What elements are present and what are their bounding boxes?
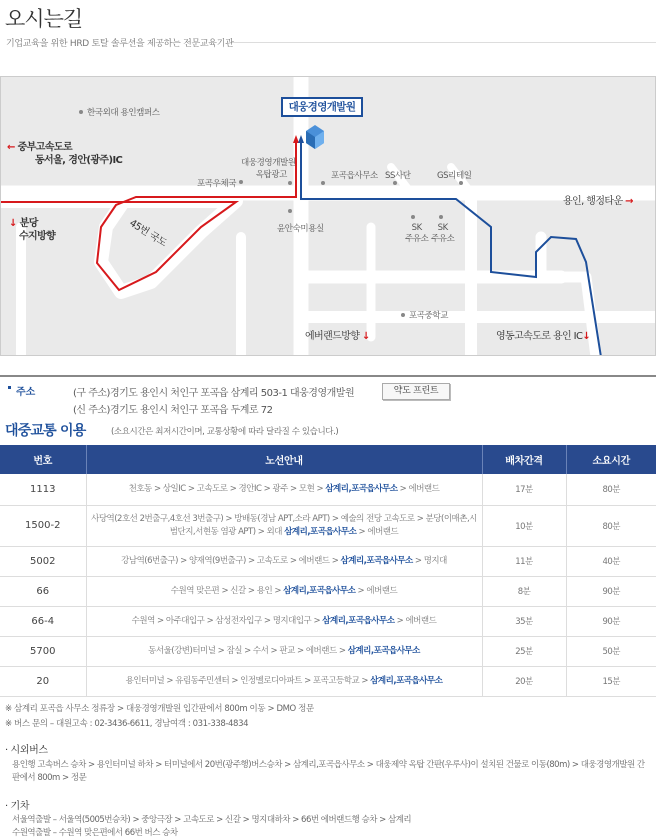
location-map bbox=[0, 76, 656, 356]
yunan-label: 윤안숙미용실 bbox=[277, 224, 324, 234]
table-row bbox=[0, 666, 656, 696]
page-subtitle: 기업교육을 위한 HRD 토탈 솔루션을 제공하는 전문교육기관 bbox=[6, 39, 234, 49]
yunan-marker bbox=[288, 209, 292, 213]
yeongdong-label bbox=[496, 330, 590, 343]
route-text: 수원역 맞은편 > 신갈 > 용인 > bbox=[170, 585, 284, 596]
train-heading: · 기차 bbox=[5, 801, 30, 812]
bus-interval: 8분 bbox=[482, 576, 566, 606]
route-text: 수원역 > 아주대입구 > 삼성전자입구 > 명지대입구 > bbox=[131, 615, 323, 626]
transit-note: (소요시간은 최저시간이며, 교통상황에 따라 달라질 수 있습니다.) bbox=[111, 427, 339, 437]
route-text-end: > 에버랜드 bbox=[355, 585, 398, 596]
intercity-body: 용인행 고속버스 승차 > 용인터미널 하차 > 터미널에서 20번(광주행)버스승차 > 삼계리,포곡읍사무소 > 대웅제약 옥탑 간판(우루사)이 설치된 건물로 이동(80m) > 대웅경영개발원 간판에서 800m > 정문 bbox=[12, 760, 645, 783]
route-text-end: > 에버랜드 bbox=[356, 526, 399, 537]
bus-time: 40분 bbox=[566, 546, 656, 576]
yongin-label bbox=[563, 195, 633, 208]
post-office-label: 포곡우체국 bbox=[197, 179, 237, 189]
pogok-middle-marker bbox=[401, 313, 405, 317]
bus-number: 1500-2 bbox=[0, 505, 86, 546]
daewoong-sign-marker bbox=[288, 181, 292, 185]
map-roads bbox=[1, 77, 656, 356]
jungbu-line2: 동서울, 경안(광주)IC bbox=[35, 155, 123, 166]
route-text: 동서울(강변)터미널 > 잠실 > 수서 > 판교 > 에버랜드 > bbox=[148, 645, 348, 656]
pogok-office-marker bbox=[321, 181, 325, 185]
title-divider bbox=[232, 42, 656, 43]
destination-building bbox=[306, 125, 324, 149]
everland-text: 에버랜드방향 bbox=[305, 331, 360, 342]
sk1-marker bbox=[411, 215, 415, 219]
bus-route bbox=[86, 505, 482, 546]
bus-number: 5002 bbox=[0, 546, 86, 576]
train-line2: 수원역출발 – 수원역 맞은편에서 66번 버스 승차 bbox=[12, 828, 178, 838]
route-text: 용인터미널 > 유림동주민센터 > 인정멜로디아파트 > 포곡고등학교 > bbox=[125, 675, 371, 686]
daewoong-sign-label bbox=[241, 157, 296, 181]
bus-time: 80분 bbox=[566, 474, 656, 505]
route-text: 천호동 > 상일IC > 고속도로 > 경안IC > 광주 > 모현 > bbox=[128, 483, 326, 494]
jungbu-label bbox=[7, 141, 122, 167]
road45-label: 45번 국도 bbox=[127, 217, 169, 250]
table-row bbox=[0, 505, 656, 546]
bus-interval: 11분 bbox=[482, 546, 566, 576]
intercity-heading: · 시외버스 bbox=[5, 745, 48, 756]
bus-interval: 10분 bbox=[482, 505, 566, 546]
col-header-number: 번호 bbox=[0, 445, 86, 474]
bus-number: 66-4 bbox=[0, 606, 86, 636]
route-highlight: 삼계리,포곡읍사무소 bbox=[370, 675, 443, 686]
bus-time: 90분 bbox=[566, 606, 656, 636]
road-45 bbox=[1, 201, 236, 292]
bundang-label bbox=[9, 217, 55, 243]
bus-time: 50분 bbox=[566, 636, 656, 666]
pogok-middle-label: 포곡중학교 bbox=[409, 311, 449, 321]
hufs-marker bbox=[79, 110, 83, 114]
route-text-end: > 에버랜드 bbox=[397, 483, 440, 494]
arrow-down-yeongdong-icon: ↓ bbox=[582, 331, 591, 342]
table-row bbox=[0, 576, 656, 606]
bus-interval: 25분 bbox=[482, 636, 566, 666]
bus-time: 90분 bbox=[566, 576, 656, 606]
arrow-left-icon: ← bbox=[7, 142, 15, 153]
col-header-interval: 배차간격 bbox=[482, 445, 566, 474]
transit-title: 대중교통 이용 bbox=[5, 423, 86, 439]
table-row bbox=[0, 474, 656, 505]
route-highlight: 삼계리,포곡읍사무소 bbox=[340, 555, 413, 566]
jungbu-line1: 중부고속도로 bbox=[17, 142, 73, 153]
daewoong-sign-line1: 대웅경영개발원 bbox=[241, 158, 296, 168]
arrow-right-icon: → bbox=[625, 196, 633, 207]
ss-label: SS사단 bbox=[385, 171, 411, 181]
everland-label bbox=[305, 330, 370, 343]
bus-route bbox=[86, 666, 482, 696]
bus-time: 80분 bbox=[566, 505, 656, 546]
bus-number: 5700 bbox=[0, 636, 86, 666]
ss-marker bbox=[393, 181, 397, 185]
bus-route bbox=[86, 546, 482, 576]
pogok-office-label: 포곡읍사무소 bbox=[331, 171, 378, 181]
daewoong-sign-line2: 옥탑광고 bbox=[255, 170, 287, 180]
bus-route bbox=[86, 636, 482, 666]
route-text: 강남역(6번출구) > 양재역(9번출구) > 고속도로 > 에버랜드 > bbox=[121, 555, 341, 566]
sk2-marker bbox=[439, 215, 443, 219]
gs-label: GS리테일 bbox=[437, 171, 472, 181]
footnote-1: ※ 삼계리 포곡읍 사무소 정류장 > 대웅경영개발원 입간판에서 800m 이동 > DMO 정문 bbox=[5, 704, 314, 714]
destination-label: 대웅경영개발원 bbox=[281, 97, 363, 117]
yeongdong-text: 영동고속도로 용인 IC bbox=[496, 331, 583, 342]
bus-route bbox=[86, 576, 482, 606]
footnote-2: ※ 버스 문의 – 대원고속 : 02-3436-6611, 경남여객 : 031-338-4834 bbox=[5, 719, 249, 729]
route-highlight: 삼계리,포곡읍사무소 bbox=[325, 483, 398, 494]
bus-time: 15분 bbox=[566, 666, 656, 696]
gs-marker bbox=[459, 181, 463, 185]
table-row bbox=[0, 606, 656, 636]
map-divider bbox=[0, 375, 656, 377]
col-header-time: 소요시간 bbox=[566, 445, 656, 474]
route-highlight: 삼계리,포곡읍사무소 bbox=[322, 615, 395, 626]
yongin-text: 용인, 행정타운 bbox=[563, 196, 623, 207]
bus-number: 66 bbox=[0, 576, 86, 606]
route-text-end: > 명지대 bbox=[412, 555, 447, 566]
bundang-line1: 분당 bbox=[19, 218, 38, 229]
bus-interval: 20분 bbox=[482, 666, 566, 696]
route-highlight: 삼계리,포곡읍사무소 bbox=[284, 526, 357, 537]
address-label: 주소 bbox=[16, 387, 36, 398]
route-highlight: 삼계리,포곡읍사무소 bbox=[283, 585, 356, 596]
arrow-down-everland-icon: ↓ bbox=[361, 331, 370, 342]
train-line1: 서울역출발 – 서울역(5005번승차) > 중앙극장 > 고속도로 > 신갈 > 명지대하차 > 66번 에버랜드행 승차 > 삼계리 bbox=[12, 815, 412, 825]
bus-interval: 17분 bbox=[482, 474, 566, 505]
bullet-icon bbox=[8, 386, 11, 389]
bus-number: 1113 bbox=[0, 474, 86, 505]
arrow-down-icon: ↓ bbox=[9, 218, 17, 229]
table-header-row bbox=[0, 445, 656, 474]
route-text: 사당역(2호선 2번출구,4호선 3번출구) > 방배동(경남 APT,소라 APT) > 예술의 전당 고속도로 > 분당(이매촌,시범단지,서현동 염광 APT) > 외대 bbox=[91, 513, 477, 537]
hufs-label: 한국외대 용인캠퍼스 bbox=[87, 108, 160, 118]
bus-route bbox=[86, 606, 482, 636]
address-old: (구 주소)경기도 용인시 처인구 포곡읍 삼계리 503-1 대웅경영개발원 bbox=[73, 388, 355, 399]
bus-interval: 35분 bbox=[482, 606, 566, 636]
sk2-label: SK 주유소 bbox=[431, 223, 455, 244]
bus-route bbox=[86, 474, 482, 505]
route-highlight: 삼계리,포곡읍사무소 bbox=[347, 645, 420, 656]
table-row bbox=[0, 546, 656, 576]
print-map-button[interactable]: 약도 프린트 bbox=[382, 383, 450, 400]
bundang-line2: 수지방향 bbox=[19, 231, 56, 242]
page-title: 오시는길 bbox=[5, 7, 83, 31]
address-new: (신 주소)경기도 용인시 처인구 포곡읍 두계로 72 bbox=[73, 405, 273, 416]
route-text-end: > 에버랜드 bbox=[394, 615, 437, 626]
table-row bbox=[0, 636, 656, 666]
col-header-route: 노선안내 bbox=[86, 445, 482, 474]
sk1-label: SK 주유소 bbox=[405, 223, 429, 244]
footnotes bbox=[5, 702, 314, 732]
bus-table bbox=[0, 445, 656, 697]
bus-number: 20 bbox=[0, 666, 86, 696]
